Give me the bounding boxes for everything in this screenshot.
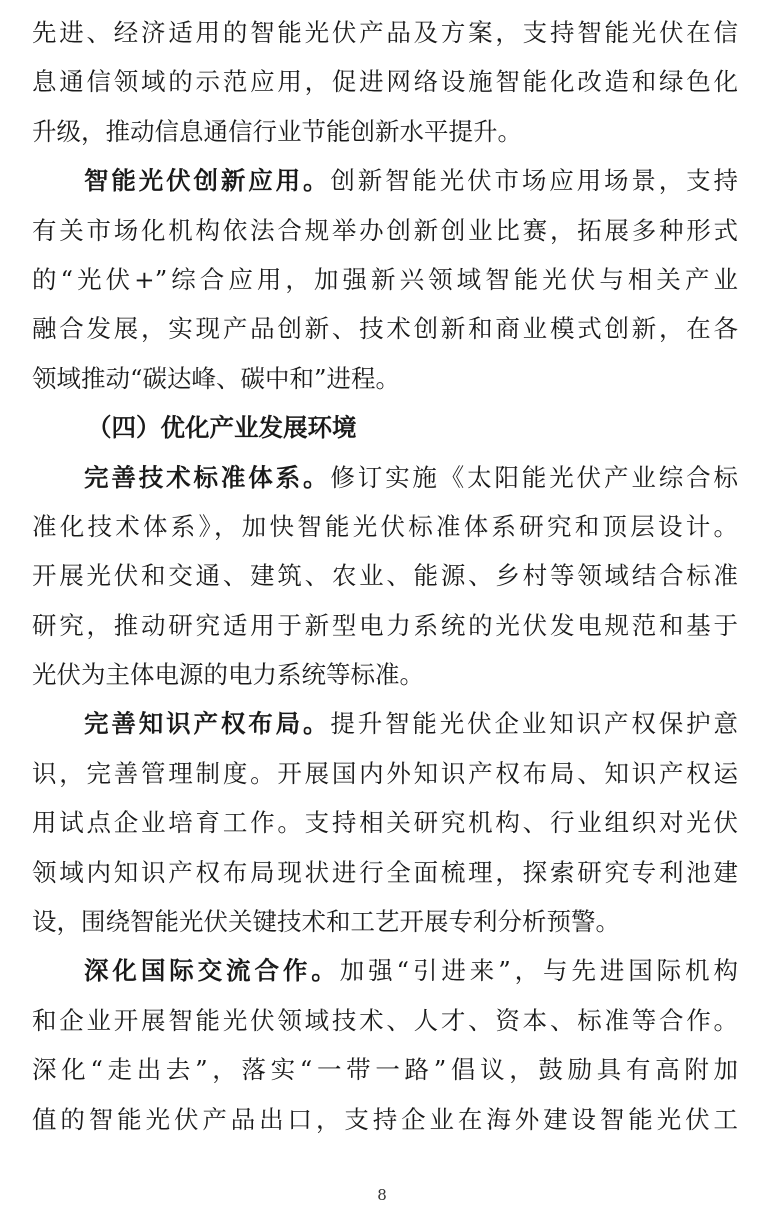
page-number: 8 [377, 1186, 387, 1204]
text-line: 用试点企业培育工作。支持相关研究机构、行业组织对光伏 [32, 808, 738, 838]
text-line: 识，完善管理制度。开展国内外知识产权布局、知识产权运 [32, 758, 738, 788]
text-line: 升级，推动信息通信行业节能创新水平提升。 [32, 116, 522, 146]
paragraph-lead: 完善知识产权布局。 [84, 709, 331, 739]
paragraph-text: 修订实施《太阳能光伏产业综合标 [330, 462, 738, 492]
text-line: 准化技术体系》，加快智能光伏标准体系研究和顶层设计。 [32, 511, 738, 541]
paragraph-first-line [32, 699, 738, 748]
text-line: 设，围绕智能光伏关键技术和工艺开展专利分析预警。 [32, 907, 620, 937]
text-line: 和企业开展智能光伏领域技术、人才、资本、标准等合作。 [32, 1005, 738, 1035]
paragraph-first-line [32, 946, 738, 995]
text-line: 领域推动“碳达峰、碳中和”进程。 [32, 363, 401, 393]
paragraph-lead: 完善技术标准体系。 [84, 462, 331, 492]
paragraph-first-line [32, 453, 738, 502]
text-line: 有关市场化机构依法合规举办创新创业比赛，拓展多种形式 [32, 215, 738, 245]
text-line: 值的智能光伏产品出口，支持企业在海外建设智能光伏工 [32, 1104, 738, 1134]
paragraph-lead: 深化国际交流合作。 [84, 956, 340, 986]
text-line: 融合发展，实现产品创新、技术创新和商业模式创新，在各 [32, 314, 738, 344]
text-line: 光伏为主体电源的电力系统等标准。 [32, 660, 424, 690]
text-line: 深化“走出去”，落实“一带一路”倡议，鼓励具有高附加 [32, 1055, 738, 1085]
section-heading: （四）优化产业发展环境 [87, 413, 357, 443]
document-body [32, 8, 738, 1144]
text-line: 开展光伏和交通、建筑、农业、能源、乡村等领域结合标准 [32, 561, 738, 591]
text-line: 的“光伏+”综合应用，加强新兴领域智能光伏与相关产业 [32, 264, 738, 294]
paragraph-lead: 智能光伏创新应用。 [84, 166, 331, 196]
paragraph-first-line [32, 156, 738, 205]
paragraph-text: 创新智能光伏市场应用场景，支持 [330, 166, 738, 196]
paragraph-text: 加强“引进来”，与先进国际机构 [339, 956, 738, 986]
text-line: 研究，推动研究适用于新型电力系统的光伏发电规范和基于 [32, 610, 738, 640]
text-line: 领域内知识产权布局现状进行全面梳理，探索研究专利池建 [32, 857, 738, 887]
paragraph-text: 提升智能光伏企业知识产权保护意 [330, 709, 738, 739]
text-line: 先进、经济适用的智能光伏产品及方案，支持智能光伏在信 [32, 18, 738, 47]
text-line: 息通信领域的示范应用，促进网络设施智能化改造和绿色化 [32, 67, 738, 97]
